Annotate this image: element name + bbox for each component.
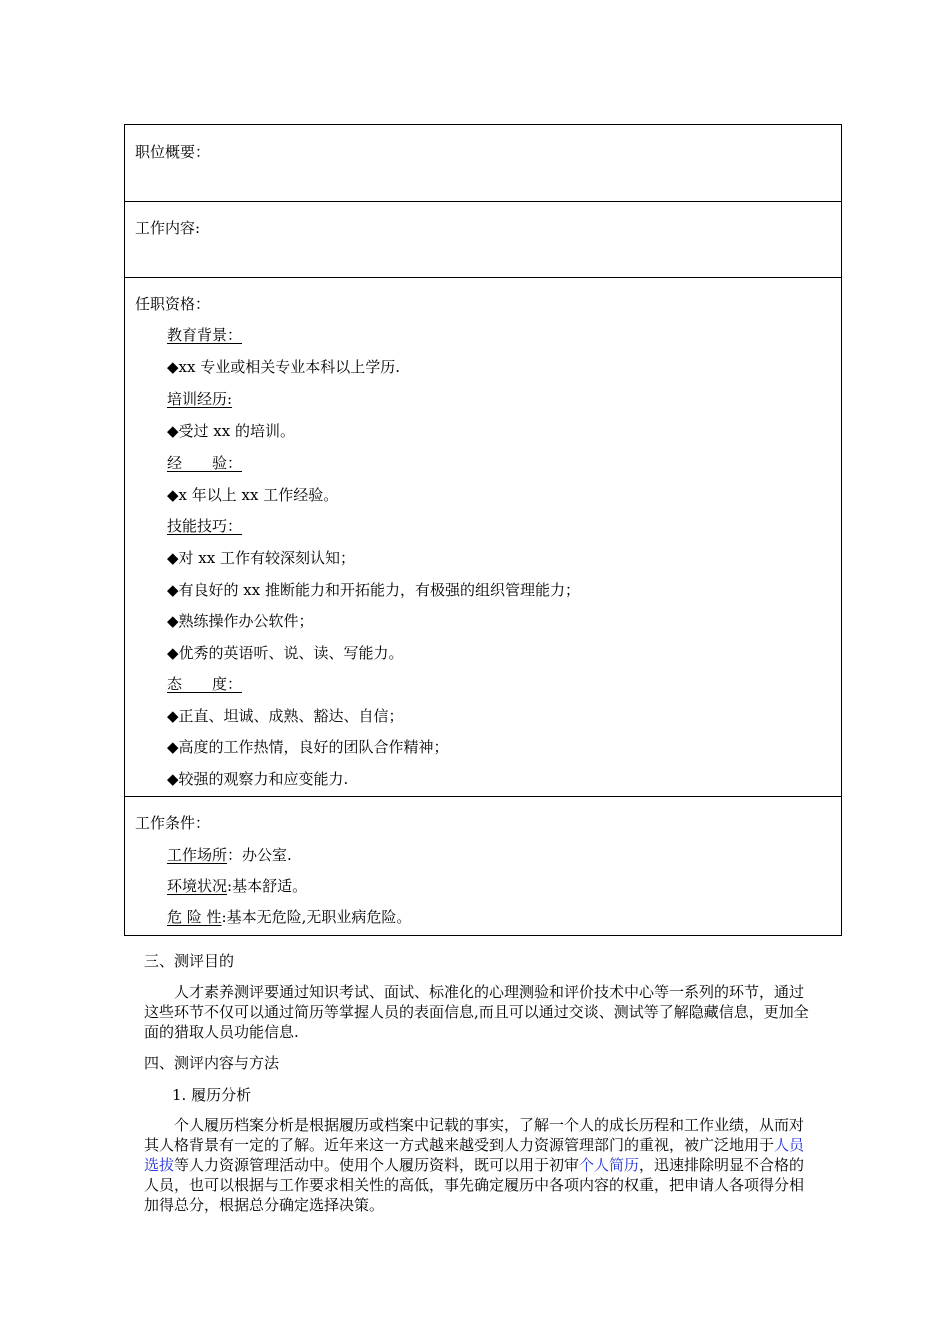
- qualifications-label: 任职资格：: [135, 295, 211, 313]
- section4-sub1: 1. 履历分析: [172, 1086, 252, 1104]
- skills-item: ◆对 xx 工作有较深刻认知；: [167, 549, 355, 567]
- section3-heading: 三、测评目的: [144, 952, 235, 970]
- content-label: 工作内容:: [135, 219, 201, 237]
- content-row: [125, 202, 841, 278]
- experience-heading: 经 验：: [167, 454, 243, 472]
- training-heading: 培训经历:: [167, 390, 233, 408]
- training-item: ◆受过 xx 的培训。: [167, 422, 295, 440]
- summary-row: [125, 125, 841, 202]
- skills-item: ◆优秀的英语听、说、读、写能力。: [167, 644, 404, 662]
- risk-value: :基本无危险,无职业病危险。: [221, 908, 412, 926]
- link-personnel-selection[interactable]: 人员选拔: [144, 1136, 805, 1174]
- qualifications-row: [125, 278, 841, 797]
- risk-line: [167, 906, 411, 927]
- para-part-b: 等人力资源管理活动中。使用个人履历资料，既可以用于初审: [174, 1156, 580, 1174]
- education-item: ◆xx 专业或相关专业本科以上学历.: [167, 358, 400, 376]
- job-description-table: [124, 124, 842, 936]
- risk-label: 危 险 性: [167, 908, 222, 926]
- experience-item: ◆x 年以上 xx 工作经验。: [167, 486, 339, 504]
- environment-label: 环境状况: [167, 877, 228, 895]
- section3-paragraph: 人才素养测评要通过知识考试、面试、标准化的心理测验和评价技术中心等一系列的环节，通过这些环节不仅可以通过简历等掌握人员的表面信息,而且可以通过交谈、测试等了解隐藏信息，更加全面的猎取人员功能信息.: [144, 983, 809, 1041]
- work-place-line: [167, 844, 292, 865]
- work-place-value: ：办公室.: [227, 846, 292, 864]
- education-heading: 教育背景：: [167, 326, 243, 344]
- attitude-heading: 态 度：: [167, 675, 243, 693]
- skills-item: ◆有良好的 xx 推断能力和开拓能力，有极强的组织管理能力；: [167, 581, 580, 599]
- skills-heading: 技能技巧：: [167, 517, 243, 535]
- skills-item: ◆熟练操作办公软件；: [167, 612, 314, 630]
- summary-label: 职位概要：: [135, 143, 211, 161]
- section4-paragraph: [144, 1115, 812, 1215]
- para-part-c: ，迅速排除明显不合格的人员，也可以根据与工作要求相关性的高低，事先确定履历中各项内容的权重，把申请人各项得分相加得总分，根据总分确定选择决策。: [144, 1156, 805, 1214]
- environment-value: :基本舒适。: [227, 877, 308, 895]
- attitude-item: ◆较强的观察力和应变能力.: [167, 770, 349, 788]
- link-personal-resume[interactable]: 个人简历: [579, 1156, 640, 1174]
- environment-line: [167, 875, 307, 896]
- section4-heading: 四、测评内容与方法: [144, 1054, 280, 1072]
- work-place-label: 工作场所: [167, 846, 228, 864]
- conditions-row: [125, 797, 841, 935]
- para-part-a: 个人履历档案分析是根据履历或档案中记载的事实，了解一个人的成长历程和工作业绩，从而对其人格背景有一定的了解。近年来这一方式越来越受到人力资源管理部门的重视，被广泛地用于: [144, 1116, 805, 1154]
- conditions-label: 工作条件：: [135, 814, 211, 832]
- attitude-item: ◆正直、坦诚、成熟、豁达、自信；: [167, 707, 404, 725]
- attitude-item: ◆高度的工作热情，良好的团队合作精神；: [167, 738, 449, 756]
